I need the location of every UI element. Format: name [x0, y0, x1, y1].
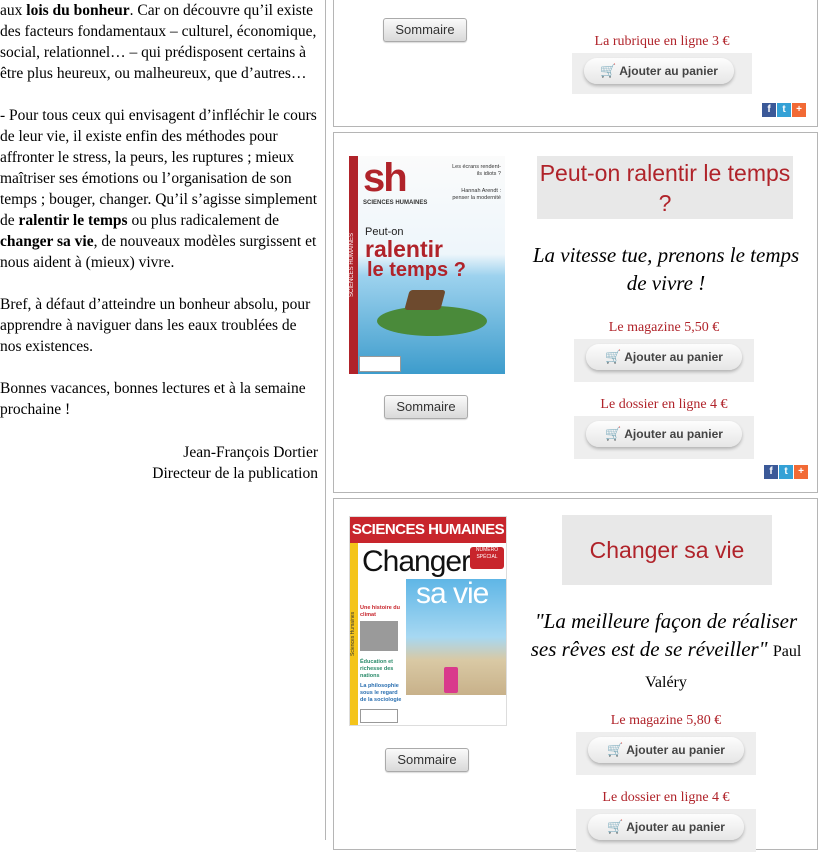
- price-rubrique: La rubrique en ligne 3 €: [594, 34, 730, 49]
- cart-button-wrap: [576, 732, 756, 775]
- cover-chair: [404, 290, 445, 310]
- product-title: Peut-on ralentir le temps ?: [537, 156, 793, 219]
- bold-changer-sa-vie: changer sa vie: [0, 233, 94, 250]
- add-to-cart-button[interactable]: 🛒 Ajouter au panier: [588, 814, 744, 840]
- quote-author: Paul Valéry: [645, 643, 802, 691]
- share-bar: [764, 465, 808, 479]
- cover-portrait: [360, 621, 398, 651]
- cart-button-wrap: [576, 809, 756, 852]
- cover-badge: NUMÉRO SPÉCIAL: [470, 547, 504, 569]
- product-quote: "La meilleure façon de réaliser ses rêves est de se réveiller" Paul Valéry: [530, 609, 802, 691]
- product-box-rubrique: [333, 0, 818, 127]
- price-dossier: Le dossier en ligne 4 €: [600, 397, 728, 412]
- cart-icon: 🛒: [607, 742, 624, 757]
- cover-brand: SCIENCES HUMAINES: [363, 200, 428, 206]
- cover-teaser-2: Éducation et richesse des nations: [360, 659, 394, 679]
- sommaire-button[interactable]: Sommaire: [385, 748, 469, 772]
- share-bar: [762, 103, 806, 117]
- cart-icon: 🛒: [605, 426, 622, 441]
- cart-button-wrap: [574, 339, 754, 382]
- price-magazine: Le magazine 5,80 €: [610, 713, 722, 728]
- sommaire-button[interactable]: Sommaire: [383, 18, 467, 42]
- cover-teaser-3: La philosophie sous le regard de la sociologie: [360, 683, 402, 703]
- magazine-cover-ralentir[interactable]: [349, 156, 505, 374]
- cover-headline-3: le temps ?: [367, 259, 466, 281]
- product-quote: La vitesse tue, prenons le temps de vivre !: [532, 243, 800, 295]
- twitter-icon[interactable]: t: [779, 465, 793, 479]
- cart-icon: 🛒: [600, 63, 617, 78]
- add-to-cart-button[interactable]: 🛒 Ajouter au panier: [588, 737, 744, 763]
- cover-teaser-2: Hannah Arendt : penser la modernité: [452, 188, 501, 201]
- cover-brand: SCIENCES HUMAINES: [350, 517, 506, 543]
- sommaire-button[interactable]: Sommaire: [384, 395, 468, 419]
- magazine-cover-changer[interactable]: [349, 516, 507, 726]
- product-box-ralentir: [333, 132, 818, 493]
- product-box-changer: [333, 498, 818, 850]
- cover-barcode: [359, 356, 401, 372]
- add-to-cart-button[interactable]: 🛒 Ajouter au panier: [586, 421, 742, 447]
- cover-island: [377, 306, 487, 336]
- cover-headline-1: Peut-on: [365, 226, 404, 238]
- cover-teaser-1: Une histoire du climat: [360, 605, 401, 618]
- cover-headline-1: Changer: [362, 545, 471, 578]
- article-paragraph-3: Bref, à défaut d’atteindre un bonheur absolu, pour apprendre à naviguer dans les eaux troublées de nos existences.: [0, 296, 311, 355]
- cover-logo: sh: [363, 156, 406, 200]
- facebook-icon[interactable]: f: [764, 465, 778, 479]
- column-divider: [325, 0, 326, 840]
- cover-suitcase: [444, 667, 458, 693]
- cover-barcode: [360, 709, 398, 723]
- plus-icon[interactable]: +: [792, 103, 806, 117]
- cart-button-wrap: [574, 416, 754, 459]
- bold-ralentir-le-temps: ralentir le temps: [18, 212, 128, 229]
- cover-side-brand: SCIENCES HUMAINES: [349, 156, 358, 374]
- cart-icon: 🛒: [607, 819, 624, 834]
- author-role: Directeur de la publication: [152, 465, 318, 482]
- author-name: Jean-François Dortier: [183, 444, 318, 461]
- price-dossier: Le dossier en ligne 4 €: [602, 790, 730, 805]
- product-title: Changer sa vie: [562, 515, 772, 585]
- add-to-cart-button[interactable]: 🛒 Ajouter au panier: [584, 58, 734, 84]
- price-magazine: Le magazine 5,50 €: [608, 320, 720, 335]
- twitter-icon[interactable]: t: [777, 103, 791, 117]
- cart-button-wrap: [572, 53, 752, 94]
- cover-side-brand: Sciences Humaines: [350, 543, 358, 725]
- article-paragraph-1: aux lois du bonheur. Car on découvre qu’il existe des facteurs fondamentaux – culturel, économique, social, relationnel… – qui prédisposent certains à être plus heureux, ou malheureux, que d’autres…: [0, 2, 317, 82]
- article-column: [0, 0, 318, 484]
- cover-teaser-1: Les écrans rendent-ils idiots ?: [452, 164, 501, 177]
- add-to-cart-button[interactable]: 🛒 Ajouter au panier: [586, 344, 742, 370]
- cover-headline-2: sa vie: [416, 577, 489, 610]
- facebook-icon[interactable]: f: [762, 103, 776, 117]
- cart-icon: 🛒: [605, 349, 622, 364]
- cover-headline-2: ralentir: [365, 236, 443, 262]
- article-paragraph-4: Bonnes vacances, bonnes lectures et à la semaine prochaine !: [0, 380, 306, 418]
- signature: [0, 442, 318, 484]
- plus-icon[interactable]: +: [794, 465, 808, 479]
- bold-lois-du-bonheur: lois du bonheur: [26, 2, 130, 19]
- article-paragraph-2: - Pour tous ceux qui envisagent d’infléchir le cours de leur vie, il existe enfin des méthodes pour affronter le stress, la peurs, les ruptures ; mieux maîtriser ses émotions ou l’organisation de son temps ; bouger, changer. Qu’il s’agisse simplement de ralentir le temps ou plus radicalement de changer sa vie, de nouveaux modèles surgissent et nous aident à (mieux) vivre.: [0, 107, 318, 271]
